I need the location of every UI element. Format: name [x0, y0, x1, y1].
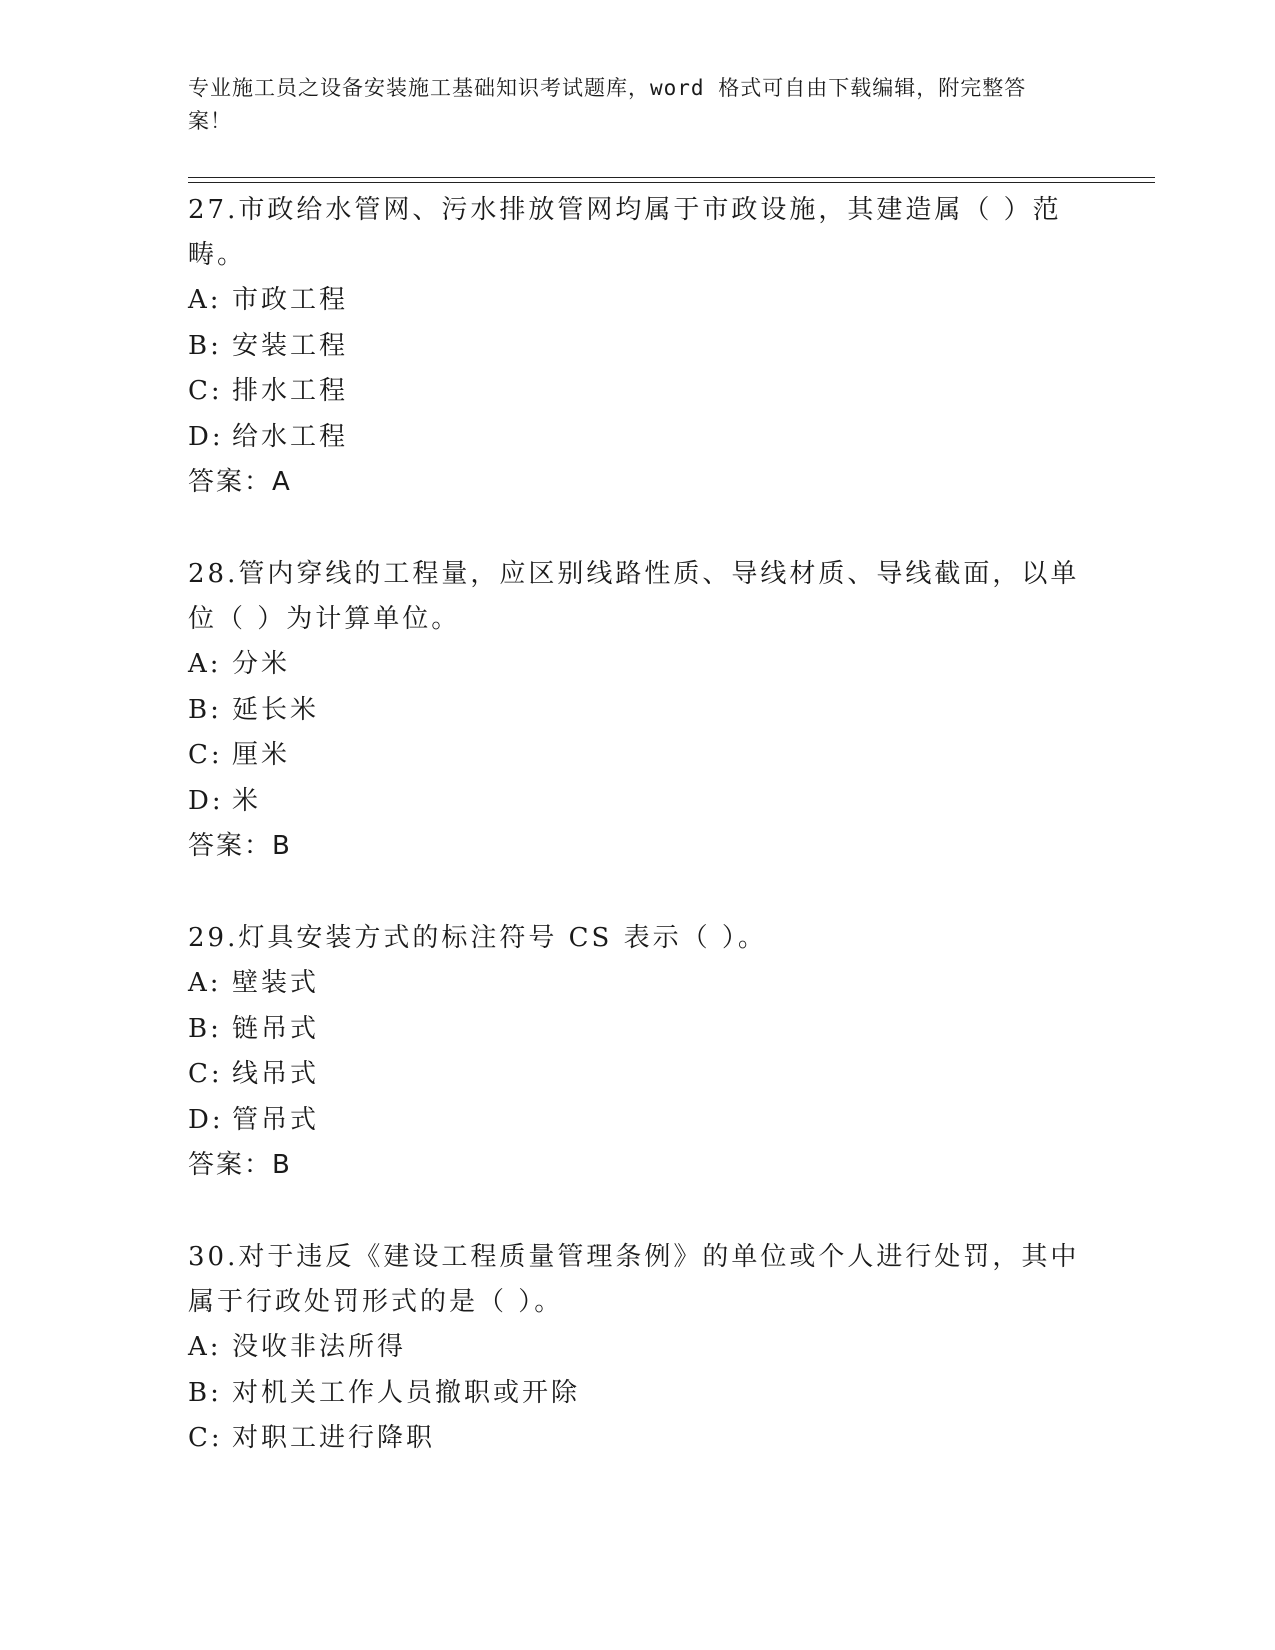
option-c — [188, 369, 1088, 415]
option-text: 壁装式 — [232, 968, 320, 998]
option-a — [188, 642, 1088, 688]
option-key: D: — [188, 785, 224, 816]
option-a — [188, 278, 1088, 324]
answer-line: 答案：B — [188, 1150, 292, 1180]
question-stem: 27.市政给水管网、污水排放管网均属于市政设施，其建造属（ ）范畴。 — [188, 195, 1062, 270]
option-a — [188, 1325, 1088, 1371]
question-29 — [188, 916, 1088, 1188]
answer-line: 答案：B — [188, 831, 292, 861]
option-text: 对职工进行降职 — [232, 1423, 436, 1453]
option-key: D: — [188, 1104, 224, 1135]
option-d — [188, 779, 1088, 825]
option-key: C: — [188, 1423, 223, 1453]
option-key: D: — [188, 421, 224, 452]
option-d — [188, 415, 1088, 461]
answer-line: 答案：A — [188, 467, 292, 497]
option-text: 给水工程 — [232, 421, 349, 452]
option-key: C: — [188, 1059, 223, 1089]
question-27 — [188, 188, 1088, 505]
option-text: 分米 — [232, 649, 291, 679]
option-text: 市政工程 — [232, 285, 349, 315]
header-divider-bottom — [188, 182, 1155, 183]
question-stem: 28.管内穿线的工程量，应区别线路性质、导线材质、导线截面，以单位（ ）为计算单位。 — [188, 559, 1080, 634]
document-header: 专业施工员之设备安装施工基础知识考试题库，word 格式可自由下载编辑，附完整答案！ — [188, 76, 1027, 133]
option-key: B: — [188, 694, 222, 725]
option-c — [188, 1052, 1088, 1098]
option-b — [188, 688, 1088, 734]
option-text: 链吊式 — [232, 1013, 320, 1044]
option-text: 没收非法所得 — [232, 1332, 407, 1362]
option-text: 线吊式 — [232, 1059, 320, 1089]
question-30 — [188, 1235, 1088, 1462]
question-stem: 29.灯具安装方式的标注符号 CS 表示（ ）。 — [188, 923, 767, 953]
option-c — [188, 1416, 1088, 1462]
option-text: 米 — [232, 785, 262, 816]
option-key: C: — [188, 740, 223, 770]
option-b — [188, 1371, 1088, 1417]
option-d — [188, 1098, 1088, 1144]
option-b — [188, 1007, 1088, 1053]
option-text: 排水工程 — [232, 376, 349, 406]
option-key: B: — [188, 1013, 222, 1044]
option-b — [188, 324, 1088, 370]
option-key: A: — [188, 285, 222, 315]
option-key: A: — [188, 649, 222, 679]
option-a — [188, 961, 1088, 1007]
option-key: B: — [188, 330, 222, 361]
option-key: A: — [188, 1332, 222, 1362]
header-divider-top — [188, 177, 1155, 178]
option-c — [188, 733, 1088, 779]
option-key: C: — [188, 376, 223, 406]
question-28 — [188, 552, 1088, 869]
option-text: 管吊式 — [232, 1104, 320, 1135]
option-text: 安装工程 — [232, 330, 349, 361]
option-text: 对机关工作人员撤职或开除 — [232, 1377, 581, 1408]
question-stem: 30.对于违反《建设工程质量管理条例》的单位或个人进行处罚，其中属于行政处罚形式的是（ ）。 — [188, 1242, 1080, 1317]
option-key: A: — [188, 968, 222, 998]
option-key: B: — [188, 1377, 222, 1408]
option-text: 延长米 — [232, 694, 320, 725]
option-text: 厘米 — [232, 740, 291, 770]
